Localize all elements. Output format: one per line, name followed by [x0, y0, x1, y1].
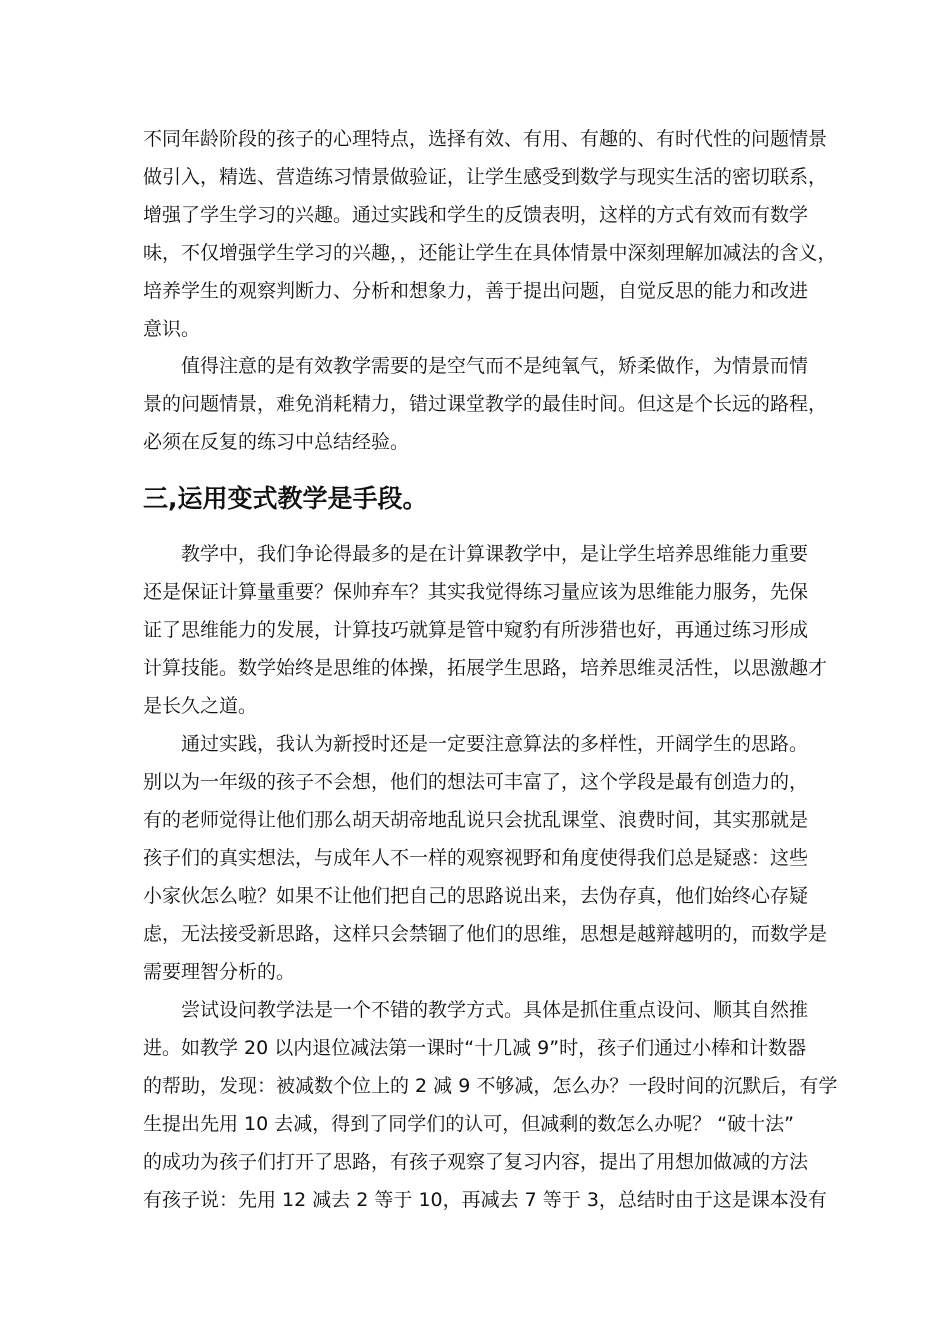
text-line: 意识。 — [143, 318, 201, 340]
text-line: 培养学生的观察判断力、分析和想象力，善于提出问题，自觉反思的能力和改进 — [143, 280, 809, 302]
text-line: 生提出先用 10 去减，得到了同学们的认可，但减剩的数怎么办呢？ “破十法” — [143, 1113, 794, 1135]
text-line: 必须在反复的练习中总结经验。 — [143, 431, 410, 453]
paragraph-section-1-note — [143, 347, 828, 461]
text-line: 不同年龄阶段的孩子的心理特点，选择有效、有用、有趣的、有时代性的问题情景 — [143, 128, 828, 150]
text-line: 的帮助，发现：被减数个位上的 2 减 9 不够减，怎么办？一段时间的沉默后，有学 — [143, 1075, 838, 1097]
text-line: 教学中，我们争论得最多的是在计算课教学中，是让学生培养思维能力重要 — [143, 543, 809, 565]
text-line: 有孩子说：先用 12 减去 2 等于 10，再减去 7 等于 3，总结时由于这是课本没有 — [143, 1189, 827, 1211]
text-line: 通过实践，我认为新授时还是一定要注意算法的多样性，开阔学生的思路。 — [143, 733, 809, 755]
text-line: 尝试设问教学法是一个不错的教学方式。具体是抓住重点设问、顺其自然推 — [143, 999, 809, 1021]
text-line: 有的老师觉得让他们那么胡天胡帝地乱说只会扰乱课堂、浪费时间，其实那就是 — [143, 809, 809, 831]
text-line: 做引入，精选、营造练习情景做验证，让学生感受到数学与现实生活的密切联系， — [143, 166, 828, 188]
text-line: 别以为一年级的孩子不会想，他们的想法可丰富了，这个学段是最有创造力的， — [143, 771, 809, 793]
text-line: 的成功为孩子们打开了思路，有孩子观察了复习内容，提出了用想加做减的方法 — [143, 1151, 809, 1173]
text-line: 景的问题情景，难免消耗精力，错过课堂教学的最佳时间。但这是个长远的路程， — [143, 393, 828, 415]
paragraph-section-1 — [143, 120, 837, 348]
text-line: 味，不仅增强学生学习的兴趣，，还能让学生在具体情景中深刻理解加减法的含义， — [143, 242, 837, 264]
text-line: 进。如教学 20 以内退位减法第一课时“十几减 9”时，孩子们通过小棒和计数器 — [143, 1037, 807, 1059]
text-line: 小家伙怎么啦？如果不让他们把自己的思路说出来，去伪存真，他们始终心存疑 — [143, 885, 809, 907]
text-line: 是长久之道。 — [143, 695, 258, 717]
text-line: 虑，无法接受新思路，这样只会禁锢了他们的思维，思想是越辩越明的，而数学是 — [143, 923, 828, 945]
text-line: 孩子们的真实想法，与成年人不一样的观察视野和角度使得我们总是疑惑：这些 — [143, 847, 809, 869]
text-line: 计算技能。数学始终是思维的体操，拓展学生思路，培养思维灵活性，以思激趣才 — [143, 657, 828, 679]
text-line: 增强了学生学习的兴趣。通过实践和学生的反馈表明，这样的方式有效而有数学 — [143, 204, 809, 226]
section-heading: 三,运用变式教学是手段。 — [143, 484, 428, 513]
paragraph-section-2 — [143, 535, 838, 1219]
text-line: 还是保证计算量重要？保帅弃车？其实我觉得练习量应该为思维能力服务，先保 — [143, 581, 809, 603]
text-line: 证了思维能力的发展，计算技巧就算是管中窥豹有所涉猎也好，再通过练习形成 — [143, 619, 809, 641]
text-line: 值得注意的是有效教学需要的是空气而不是纯氧气，矫柔做作，为情景而情 — [143, 355, 809, 377]
text-line: 需要理智分析的。 — [143, 961, 296, 983]
